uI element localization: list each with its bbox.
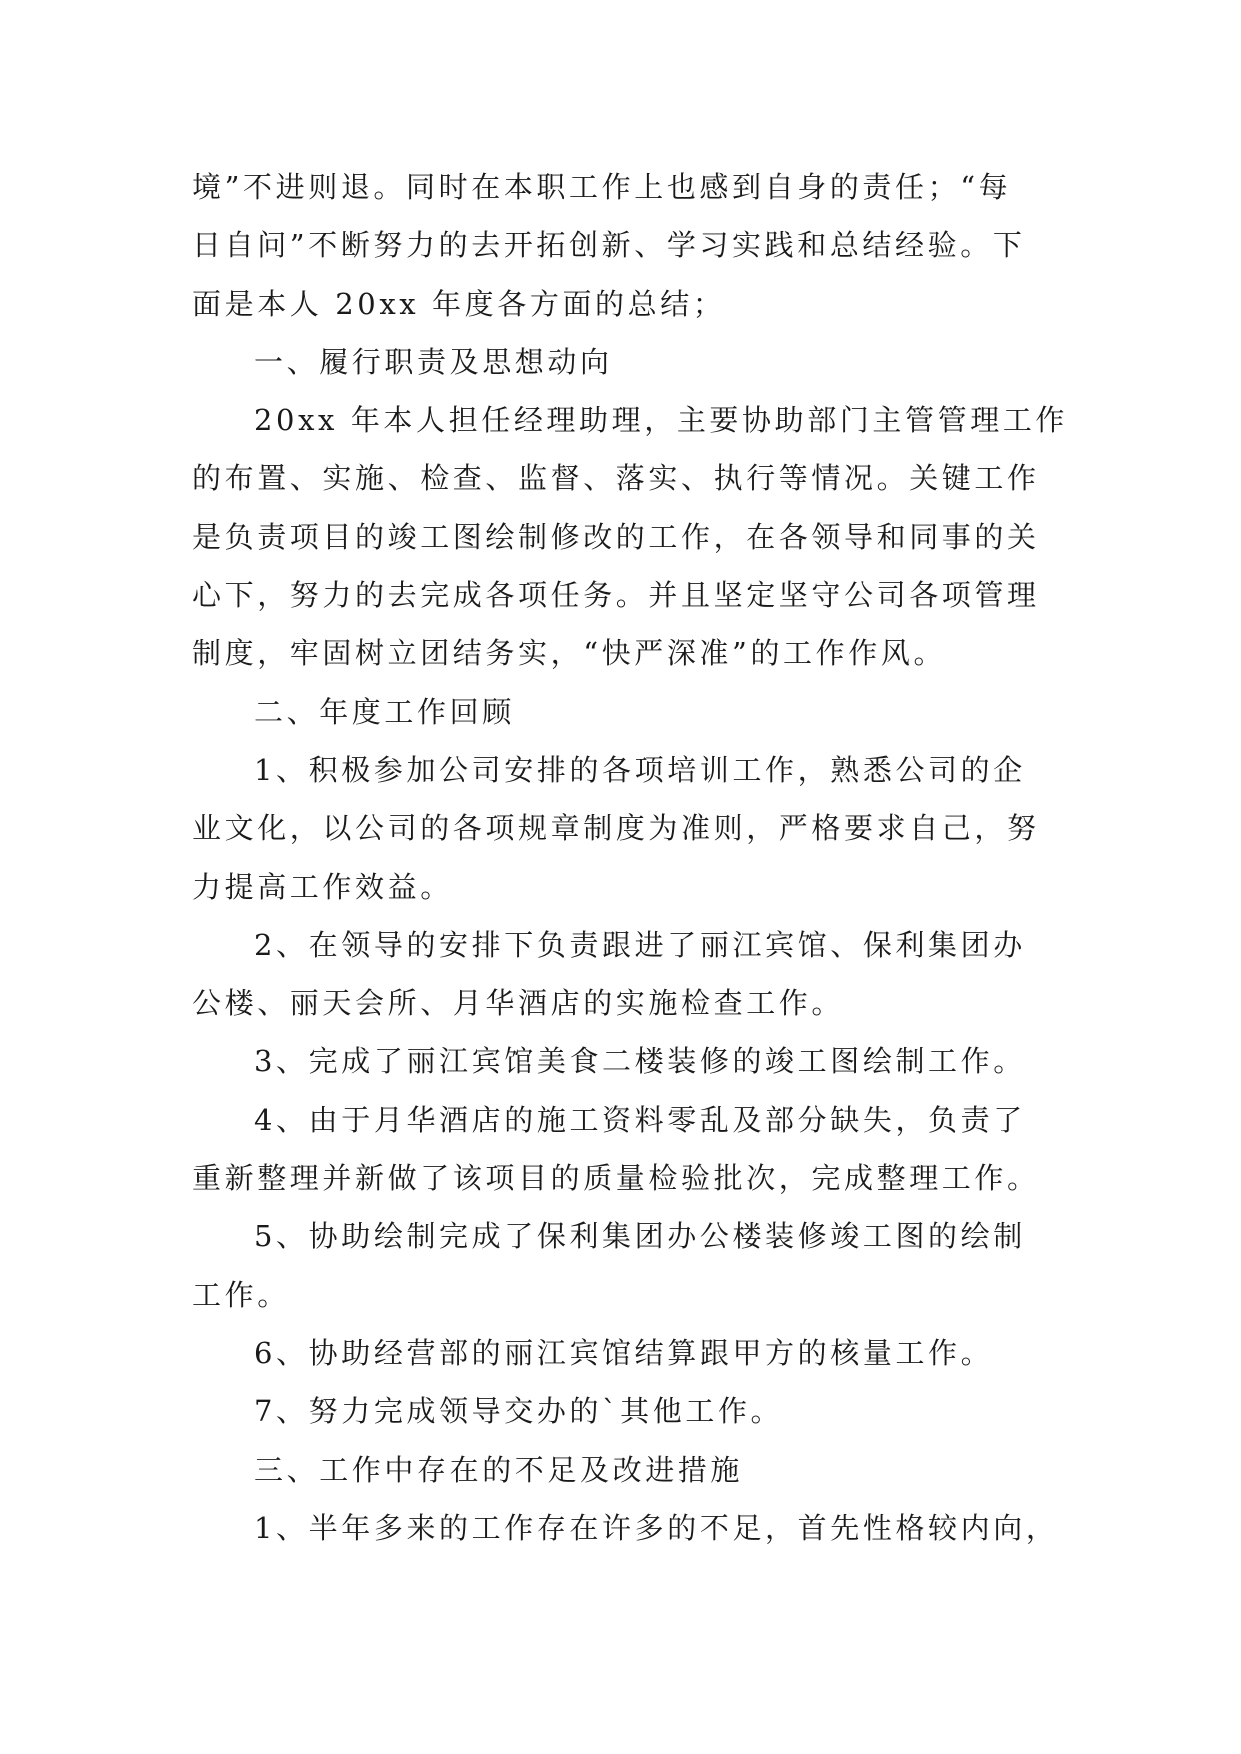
list-item-1-line-2: 业文化，以公司的各项规章制度为准则，严格要求自己，努	[192, 811, 1040, 846]
text-line-5: 20xx 年本人担任经理助理，主要协助部门主管管理工作	[254, 403, 1069, 438]
text-line-9: 制度，牢固树立团结务实，“快严深准”的工作作风。	[192, 636, 947, 671]
list-item-7: 7、努力完成领导交办的`其他工作。	[254, 1394, 784, 1429]
list-item-1-line-1: 1、积极参加公司安排的各项培训工作，熟悉公司的企	[254, 752, 1026, 787]
text-line-1: 境”不进则退。同时在本职工作上也感到自身的责任；“每	[192, 170, 1012, 204]
text-line-6: 的布置、实施、检查、监督、落实、执行等情况。关键工作	[192, 461, 1040, 496]
list-item-1-line-3: 力提高工作效益。	[192, 869, 453, 904]
section-heading-1: 一、履行职责及思想动向	[254, 344, 613, 379]
list-item-5-line-1: 5、协助绘制完成了保利集团办公楼装修竣工图的绘制	[254, 1219, 1026, 1254]
list-item-4-line-1: 4、由于月华酒店的施工资料零乱及部分缺失，负责了	[254, 1102, 1026, 1137]
list-item-5-line-2: 工作。	[192, 1277, 290, 1312]
document-page	[192, 158, 1069, 1557]
text-line-8: 心下，努力的去完成各项任务。并且坚定坚守公司各项管理	[192, 578, 1040, 613]
section-heading-2: 二、年度工作回顾	[254, 694, 515, 729]
list-item-6: 6、协助经营部的丽江宾馆结算跟甲方的核量工作。	[254, 1335, 994, 1370]
list-item-4-line-2: 重新整理并新做了该项目的质量检验批次，完成整理工作。	[192, 1161, 1040, 1196]
list-item-3: 3、完成了丽江宾馆美食二楼装修的竣工图绘制工作。	[254, 1044, 1026, 1079]
list-item-2-line-2: 公楼、丽天会所、月华酒店的实施检查工作。	[192, 986, 845, 1021]
text-line-2: 日自问”不断努力的去开拓创新、学习实践和总结经验。下	[192, 228, 1026, 263]
text-line-7: 是负责项目的竣工图绘制修改的工作，在各领导和同事的关	[192, 519, 1040, 554]
list-item-8-line-1: 1、半年多来的工作存在许多的不足，首先性格较内向，	[254, 1510, 1059, 1545]
list-item-2-line-1: 2、在领导的安排下负责跟进了丽江宾馆、保利集团办	[254, 927, 1026, 962]
section-heading-3: 三、工作中存在的不足及改进措施	[254, 1452, 744, 1487]
text-line-3: 面是本人 20xx 年度各方面的总结；	[192, 286, 726, 321]
